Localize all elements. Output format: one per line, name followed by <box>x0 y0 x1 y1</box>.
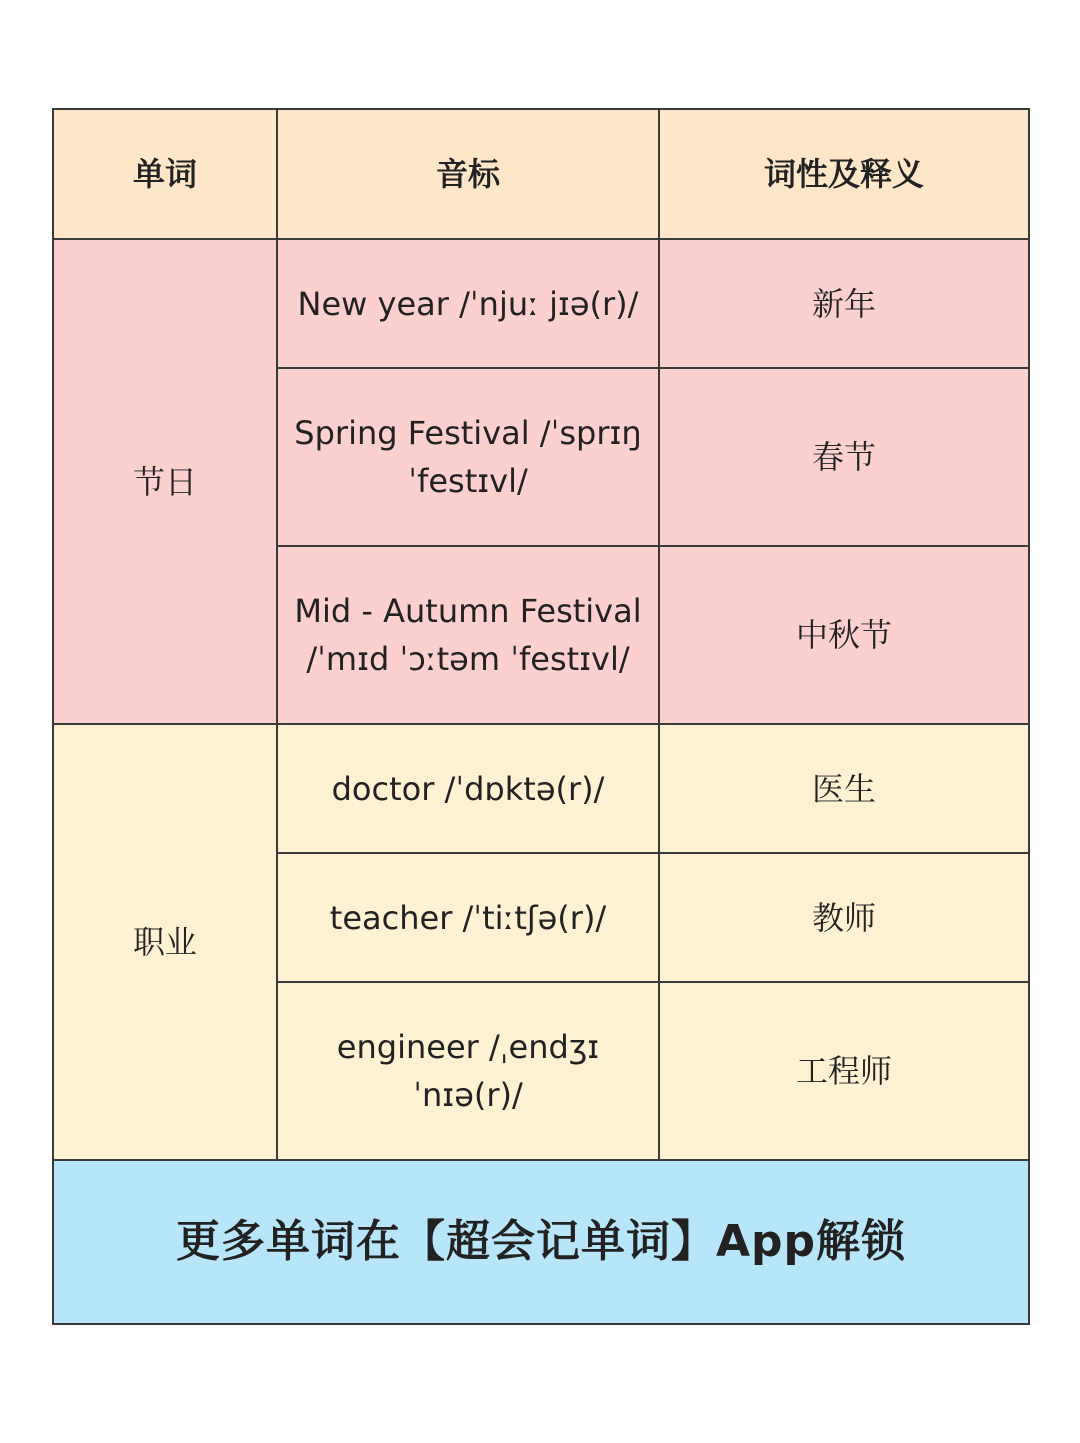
category-job: 职业 <box>53 724 277 1160</box>
phonetic-cell: Spring Festival /ˈsprɪŋ ˈfestɪvl/ <box>277 368 659 546</box>
table-header-row <box>53 109 1029 239</box>
footer-banner: 更多单词在【超会记单词】App解锁 <box>53 1160 1029 1324</box>
footer-row <box>53 1160 1029 1324</box>
phonetic-cell: teacher /ˈtiːtʃə(r)/ <box>277 853 659 982</box>
phonetic-cell: New year /ˈnjuː jɪə(r)/ <box>277 239 659 368</box>
meaning-cell: 医生 <box>659 724 1029 853</box>
meaning-cell: 工程师 <box>659 982 1029 1160</box>
meaning-cell: 新年 <box>659 239 1029 368</box>
meaning-cell: 教师 <box>659 853 1029 982</box>
table-row <box>53 239 1029 368</box>
meaning-cell: 春节 <box>659 368 1029 546</box>
header-phonetic: 音标 <box>277 109 659 239</box>
phonetic-cell: engineer /ˌendʒɪ ˈnɪə(r)/ <box>277 982 659 1160</box>
phonetic-cell: doctor /ˈdɒktə(r)/ <box>277 724 659 853</box>
header-meaning: 词性及释义 <box>659 109 1029 239</box>
phonetic-cell: Mid - Autumn Festival /ˈmɪd ˈɔːtəm ˈfestɪvl/ <box>277 546 659 724</box>
vocab-table <box>52 108 1030 1325</box>
header-word: 单词 <box>53 109 277 239</box>
category-festival: 节日 <box>53 239 277 724</box>
table-row <box>53 724 1029 853</box>
meaning-cell: 中秋节 <box>659 546 1029 724</box>
